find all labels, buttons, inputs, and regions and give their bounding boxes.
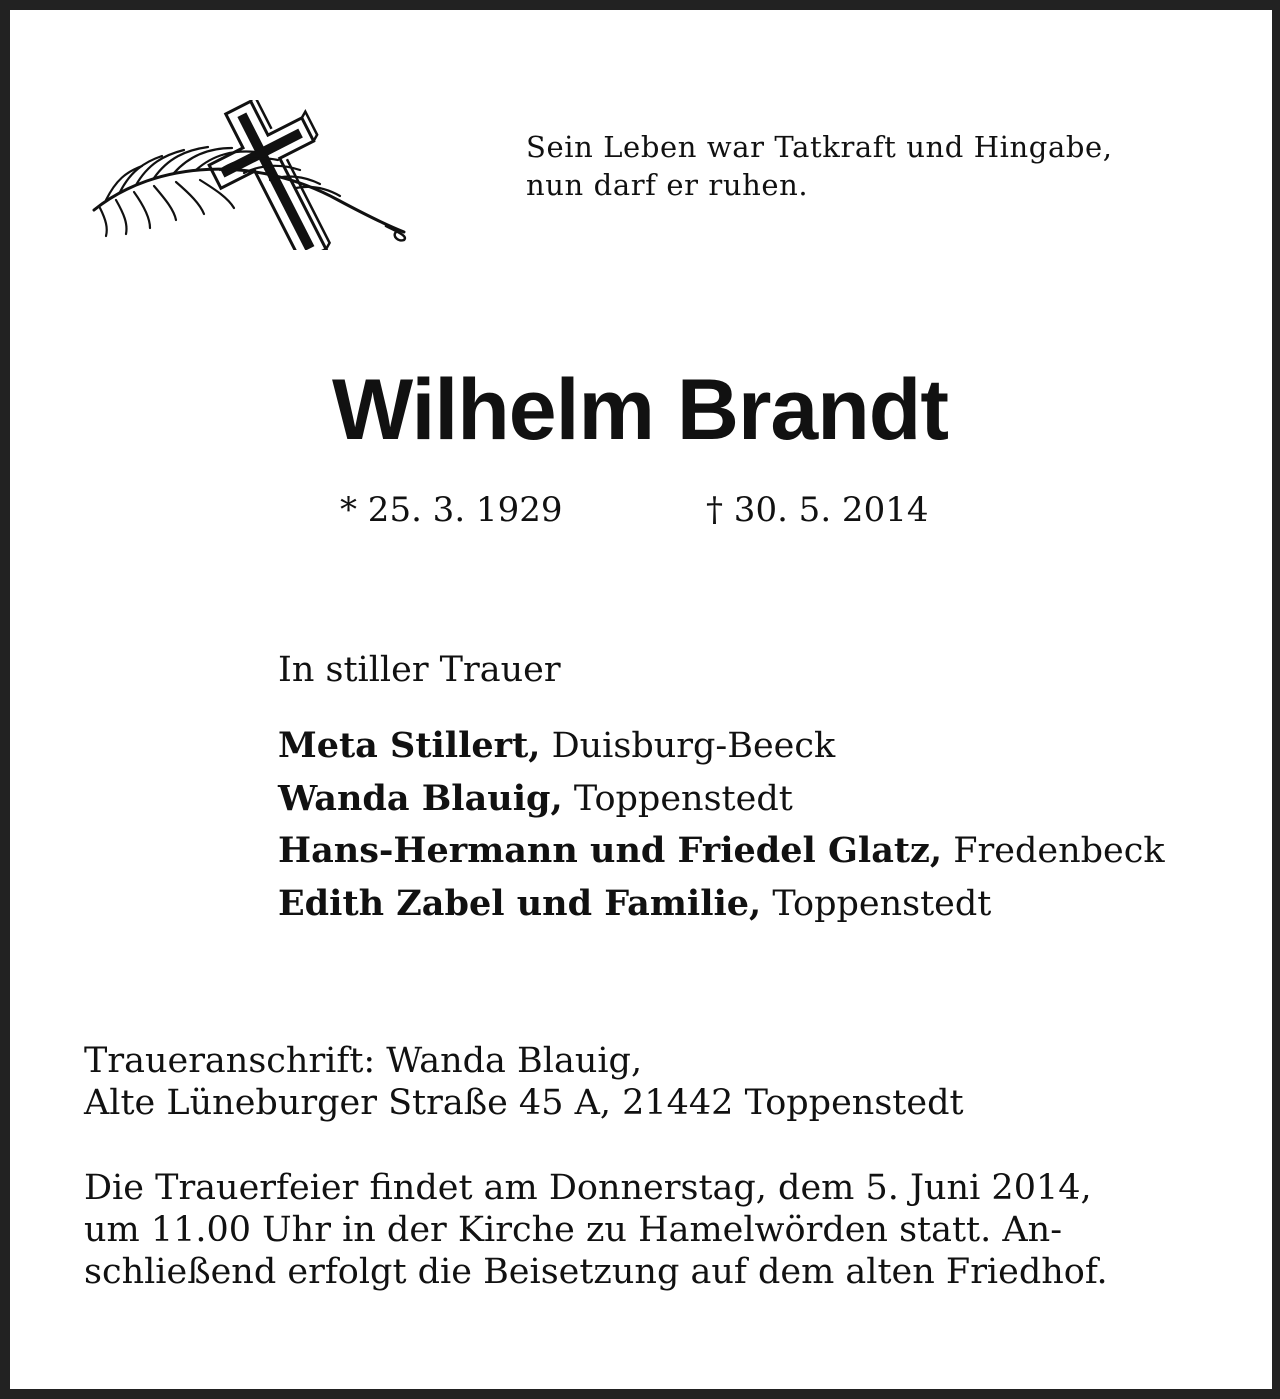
service-line-1: Die Trauerfeier findet am Donnerstag, dem 5. Juni 2014, <box>84 1168 1092 1208</box>
mourner-place: Fredenbeck <box>953 831 1165 871</box>
mourner-item <box>278 773 1165 826</box>
mourner-name: Wanda Blauig, <box>278 777 563 819</box>
mourner-item <box>278 720 1165 773</box>
mourner-name: Meta Stillert, <box>278 725 541 766</box>
mourner-name: Edith Zabel und Familie, <box>278 882 762 924</box>
mourner-place: Toppenstedt <box>573 778 793 819</box>
service-line-3: schließend erfolgt die Beisetzung auf dem alten Friedhof. <box>84 1252 1108 1292</box>
service-line-2: um 11.00 Uhr in der Kirche zu Hamelwörden statt. An- <box>84 1210 1063 1250</box>
address-line-2: Alte Lüneburger Straße 45 A, 21442 Toppenstedt <box>84 1083 964 1123</box>
mourner-item <box>278 825 1165 878</box>
mourner-place: Duisburg-Beeck <box>551 726 836 766</box>
mourner-item <box>278 878 1165 931</box>
address-line-1: Traueranschrift: Wanda Blauig, <box>84 1041 643 1081</box>
mourners-list <box>278 720 1165 930</box>
deceased-name: Wilhelm Brandt <box>332 362 948 458</box>
mourner-place: Toppenstedt <box>772 883 992 924</box>
funeral-service-info <box>84 1167 1200 1293</box>
death-date: † 30. 5. 2014 <box>706 490 929 530</box>
motto-line-1: Sein Leben war Tatkraft und Hingabe, <box>526 130 1113 164</box>
birth-date: * 25. 3. 1929 <box>340 490 563 530</box>
cross-with-palm-frond-icon <box>86 100 410 250</box>
motto-line-2: nun darf er ruhen. <box>526 168 809 202</box>
motto <box>526 128 1226 204</box>
mourning-address <box>84 1040 964 1124</box>
mourning-heading: In stiller Trauer <box>278 650 561 690</box>
mourner-name: Hans-Hermann und Friedel Glatz, <box>278 830 943 871</box>
